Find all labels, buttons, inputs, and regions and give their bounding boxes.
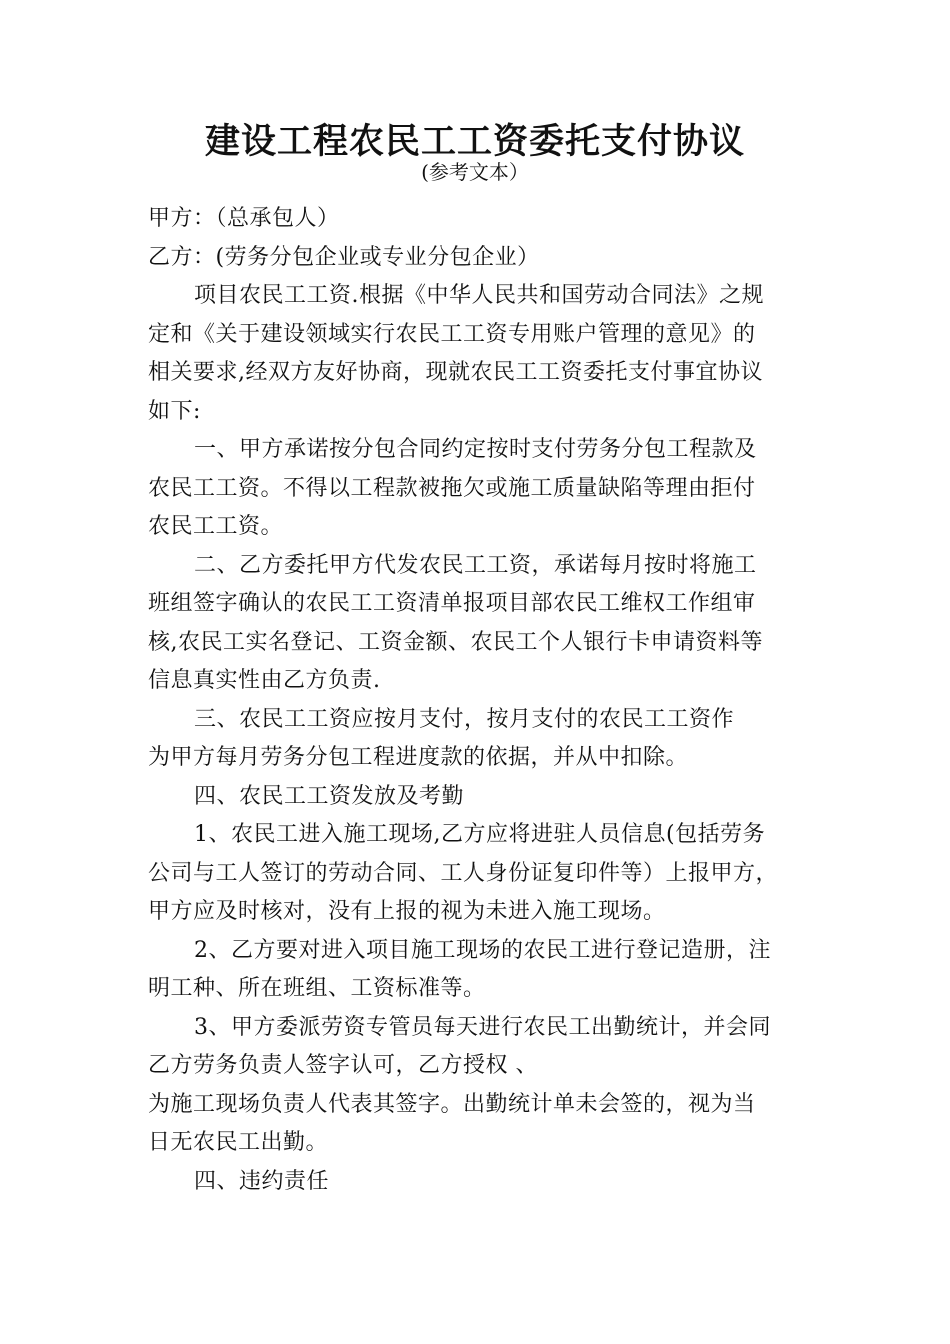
document-body — [148, 200, 818, 1201]
text-line: 为甲方每月劳务分包工程进度款的依据，并从中扣除。 — [148, 745, 689, 770]
text-line: 如下: — [148, 398, 201, 424]
text-line: 一、甲方承诺按分包合同约定按时支付劳务分包工程款及 — [194, 437, 757, 462]
text-line: 甲方：（总承包人） — [148, 206, 340, 231]
text-line: 3、甲方委派劳资专管员每天进行农民工出勤统计，并会同 — [194, 1014, 771, 1040]
text-line: 农民工工资。 — [148, 514, 284, 539]
text-line: 为施工现场负责人代表其签字。出勤统计单未会签的，视为当 — [148, 1091, 756, 1117]
text-line: 定和《关于建设领域实行农民工工资专用账户管理的意见》的 — [148, 321, 756, 347]
document-title: 建设工程农民工工资委托支付协议 — [204, 121, 745, 162]
text-line: 四、违约责任 — [194, 1168, 330, 1194]
text-line: 三、农民工工资应按月支付，按月支付的农民工工资作 — [194, 706, 735, 732]
text-line: 核,农民工实名登记、工资金额、农民工个人银行卡申请资料等 — [148, 629, 763, 655]
text-line: 2、乙方要对进入项目施工现场的农民工进行登记造册，注 — [194, 937, 771, 963]
text-line: 公司与工人签订的劳动合同、工人身份证复印件等）上报甲方， — [148, 860, 779, 886]
text-line: 日无农民工出勤。 — [148, 1130, 329, 1155]
text-line: 农民工工资。不得以工程款被拖欠或施工质量缺陷等理由拒付 — [148, 475, 756, 501]
text-line: 1、农民工进入施工现场,乙方应将进驻人员信息(包括劳务 — [194, 822, 766, 847]
text-line: 班组签字确认的农民工工资清单报项目部农民工维权工作组审 — [148, 591, 756, 616]
text-line: 相关要求,经双方友好协商，现就农民工工资委托支付事宜协议 — [148, 360, 763, 385]
text-line: 乙方：(劳务分包企业或专业分包企业） — [148, 244, 540, 270]
document-subtitle: (参考文本） — [421, 160, 529, 184]
text-line: 信息真实性由乙方负责. — [148, 668, 381, 693]
text-line: 二、乙方委托甲方代发农民工工资，承诺每月按时将施工 — [194, 552, 757, 578]
text-line: 项目农民工工资.根据《中华人民共和国劳动合同法》之规 — [194, 283, 764, 308]
text-line: 甲方应及时核对，没有上报的视为未进入施工现场。 — [148, 899, 666, 924]
text-line: 四、农民工工资发放及考勤 — [194, 783, 465, 809]
text-line: 乙方劳务负责人签字认可，乙方授权 、 — [148, 1053, 538, 1078]
text-line: 明工种、所在班组、工资标准等。 — [148, 976, 486, 1001]
